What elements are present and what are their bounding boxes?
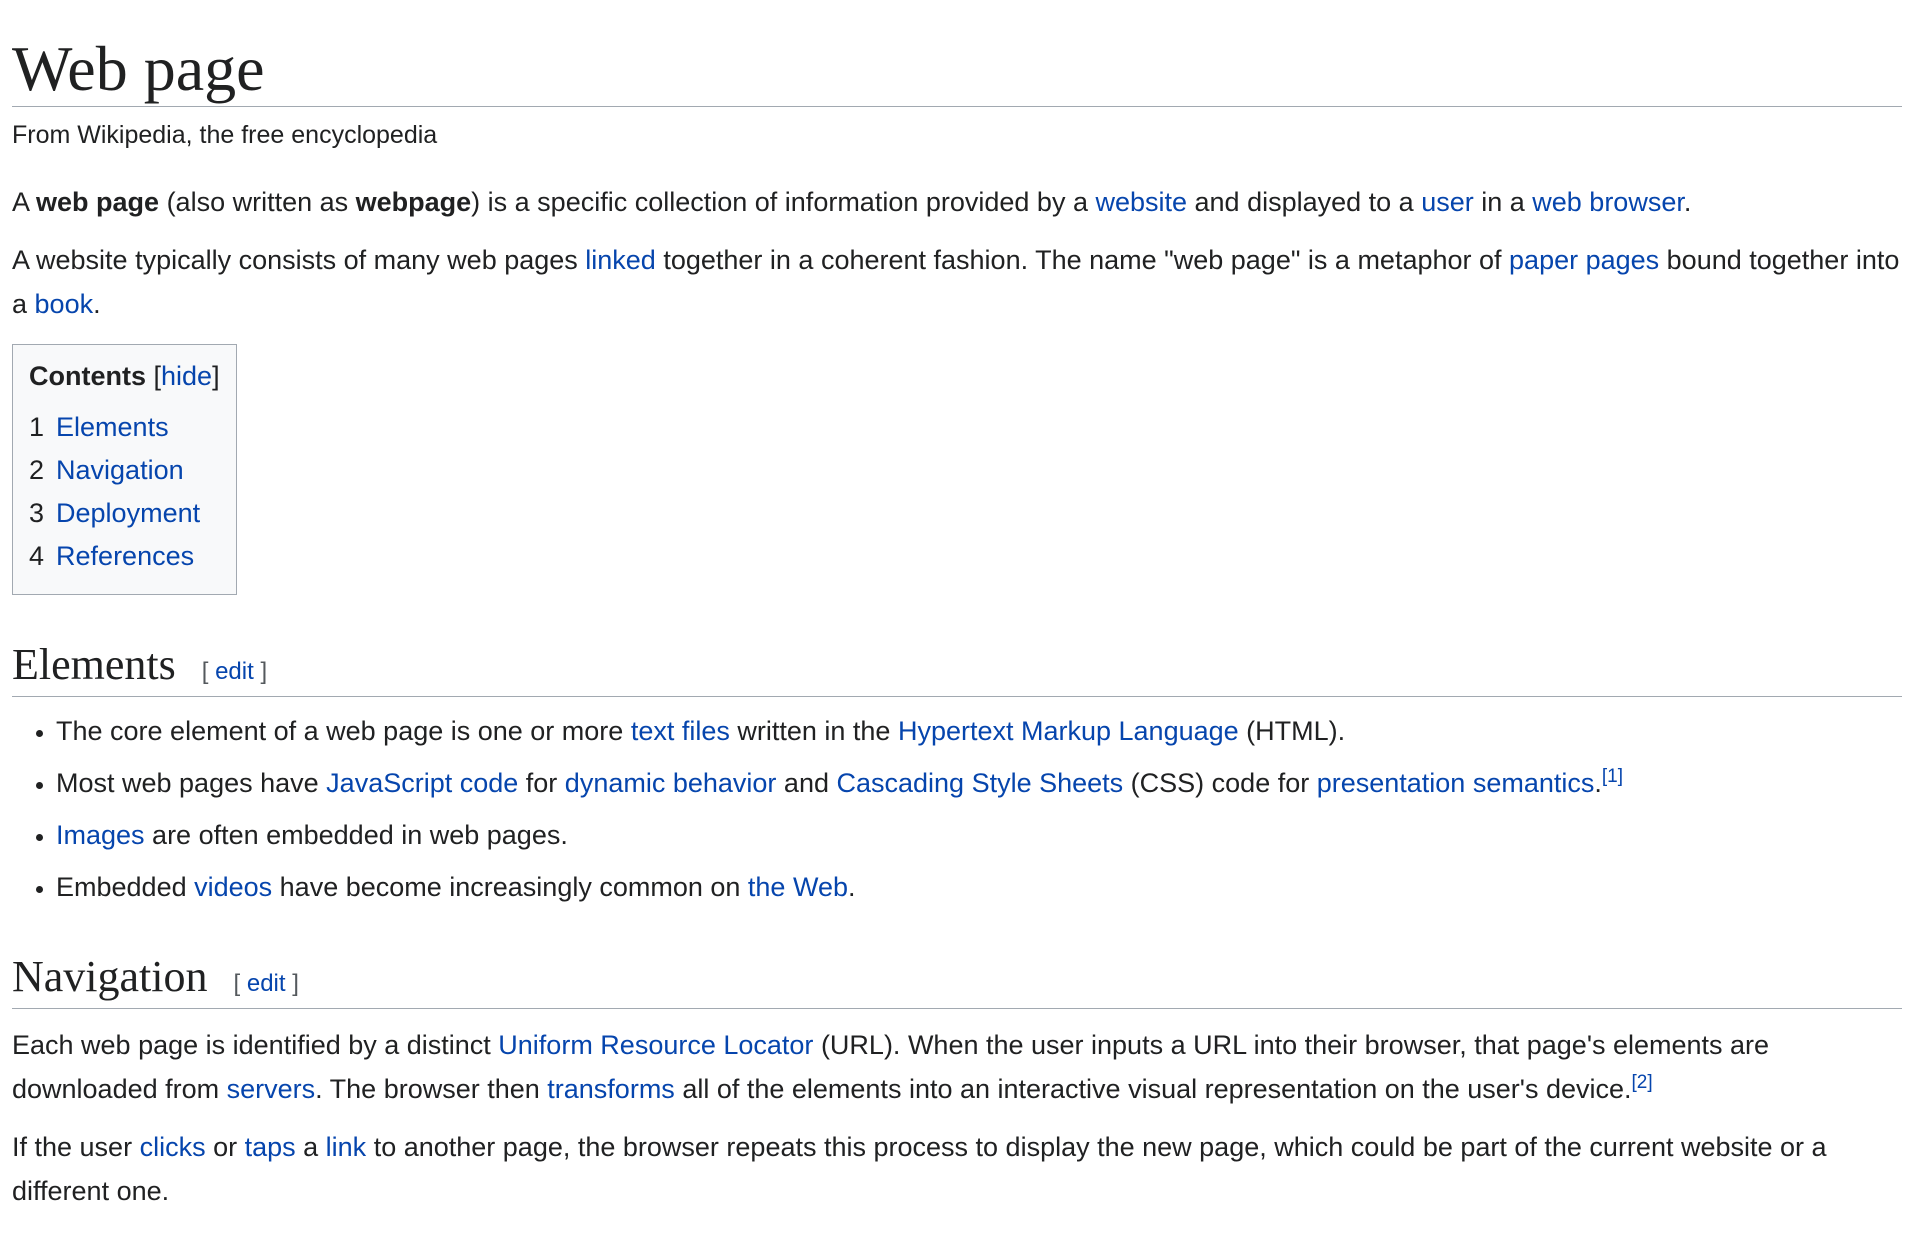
link-paper-pages[interactable]: paper pages <box>1509 245 1660 276</box>
link-web-browser[interactable]: web browser <box>1532 187 1684 218</box>
link-user[interactable]: user <box>1421 187 1474 218</box>
link-text-files[interactable]: text files <box>630 716 730 747</box>
section-heading-elements: Elements [ edit ] <box>12 639 1902 697</box>
link-clicks[interactable]: clicks <box>139 1131 206 1162</box>
link-html[interactable]: Hypertext Markup Language <box>897 716 1239 747</box>
link-css[interactable]: Cascading Style Sheets <box>836 768 1124 799</box>
elements-list <box>12 709 1902 909</box>
navigation-paragraph-1: Each web page is identified by a distinct Uniform Resource Locator (URL). When the user inputs a URL into their browser, that page's elements are downloaded from servers. The browser then transforms all of the elements into an interactive visual representation on the user's device.[2] <box>12 1029 1770 1104</box>
link-servers[interactable]: servers <box>226 1073 316 1104</box>
list-item: • Most web pages have JavaScript code for dynamic behavior and Cascading Style Sheets (CSS) code for presentation semantics.[1] <box>56 761 1902 805</box>
toc-title: Contents <box>29 361 146 392</box>
intro-paragraph-2: A website typically consists of many web pages linked together in a coherent fashion. The name "web page" is a metaphor of paper pages bound together into a book. <box>12 245 1900 320</box>
list-item: • Images are often embedded in web pages. <box>56 813 1902 857</box>
bold-term-web-page: web page <box>36 187 160 218</box>
link-dynamic-behavior[interactable]: dynamic behavior <box>564 768 777 799</box>
link-taps[interactable]: taps <box>244 1131 296 1162</box>
bold-term-webpage: webpage <box>355 187 472 218</box>
page-title: Web page <box>12 34 1902 107</box>
navigation-paragraph-2: If the user clicks or taps a link to another page, the browser repeats this process to display the new page, which could be part of the current website or a different one. <box>12 1131 1827 1206</box>
table-of-contents <box>12 344 237 595</box>
toc-header: Contents [hide] <box>29 361 220 392</box>
toc-item-navigation[interactable]: 2 Navigation <box>29 455 184 486</box>
edit-link-navigation[interactable]: edit <box>246 970 286 998</box>
link-javascript-code[interactable]: JavaScript code <box>326 768 519 799</box>
section-heading-navigation: Navigation [ edit ] <box>12 951 1902 1009</box>
list-item: • Embedded videos have become increasingly common on the Web. <box>56 865 1902 909</box>
toc-item-elements[interactable]: 1 Elements <box>29 412 169 443</box>
toc-item-references[interactable]: 4 References <box>29 541 195 572</box>
article-content <box>12 0 1902 1213</box>
edit-link-elements[interactable]: edit <box>215 658 254 686</box>
link-images[interactable]: Images <box>56 820 145 851</box>
link-book[interactable]: book <box>34 289 94 320</box>
toc-item-deployment[interactable]: 3 Deployment <box>29 498 201 529</box>
link-link[interactable]: link <box>325 1131 367 1162</box>
intro-paragraph-1: A web page (also written as webpage) is a specific collection of information provided by a website and displayed to a user in a web browser. <box>12 187 1692 218</box>
link-videos[interactable]: videos <box>194 872 273 903</box>
edit-section-navigation: [ edit ] <box>233 970 299 998</box>
link-the-web[interactable]: the Web <box>747 872 848 903</box>
link-linked[interactable]: linked <box>585 245 656 276</box>
edit-section-elements: [ edit ] <box>201 658 268 686</box>
reference-1[interactable]: [1] <box>1601 766 1624 788</box>
link-url[interactable]: Uniform Resource Locator <box>498 1029 814 1060</box>
toc-list <box>29 406 220 578</box>
reference-2[interactable]: [2] <box>1631 1071 1653 1093</box>
link-presentation-semantics[interactable]: presentation semantics <box>1316 768 1595 799</box>
site-tagline: From Wikipedia, the free encyclopedia <box>12 121 438 150</box>
link-website[interactable]: website <box>1095 187 1188 218</box>
list-item: • The core element of a web page is one or more text files written in the Hypertext Markup Language (HTML). <box>56 709 1902 753</box>
link-transforms[interactable]: transforms <box>547 1073 675 1104</box>
toc-hide-link[interactable]: hide <box>161 361 213 392</box>
